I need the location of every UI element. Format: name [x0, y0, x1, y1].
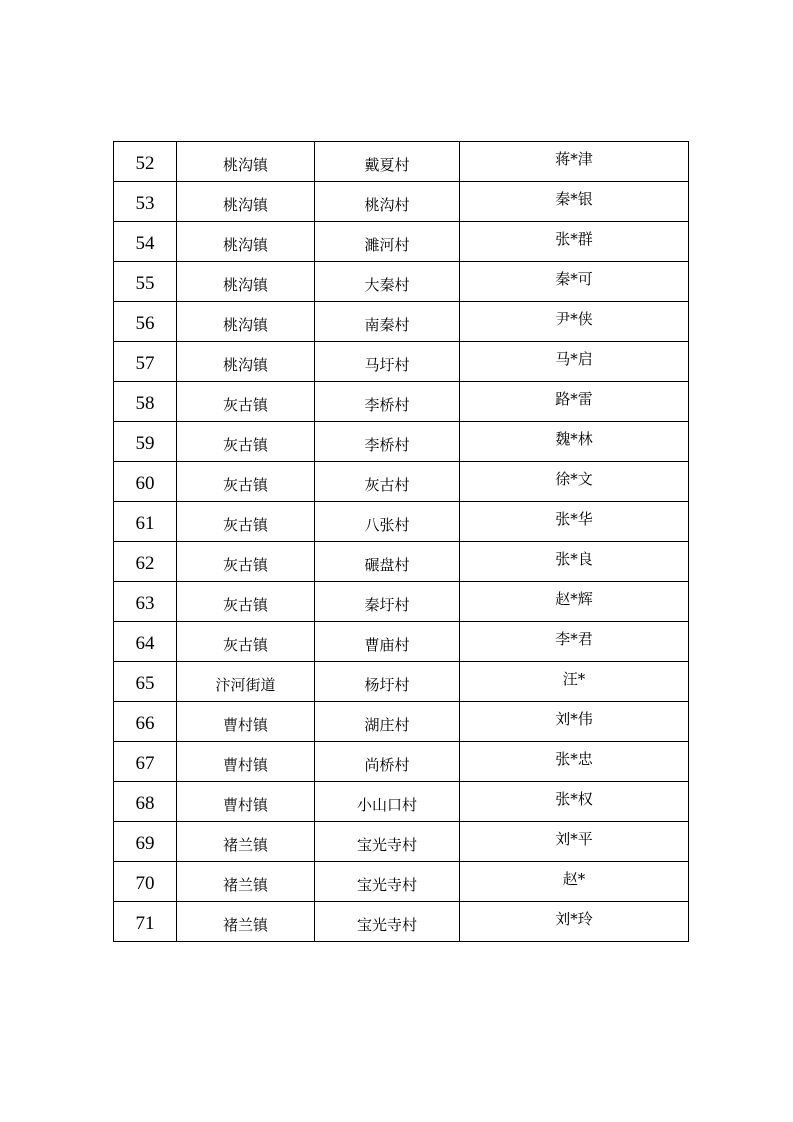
row-number: 67	[114, 742, 177, 782]
town-cell: 褚兰镇	[177, 822, 315, 862]
village-cell: 南秦村	[315, 302, 460, 342]
table-row	[114, 342, 689, 382]
town-cell: 桃沟镇	[177, 182, 315, 222]
row-number: 65	[114, 662, 177, 702]
table-row	[114, 422, 689, 462]
town-cell: 褚兰镇	[177, 862, 315, 902]
village-cell: 宝光寺村	[315, 822, 460, 862]
table-row	[114, 542, 689, 582]
row-number: 70	[114, 862, 177, 902]
village-cell: 李桥村	[315, 422, 460, 462]
village-cell: 戴夏村	[315, 142, 460, 182]
table-row	[114, 142, 689, 182]
row-number: 71	[114, 902, 177, 942]
person-name-cell: 李*君	[460, 622, 689, 662]
row-number: 60	[114, 462, 177, 502]
table-row	[114, 302, 689, 342]
village-cell: 濉河村	[315, 222, 460, 262]
row-number: 56	[114, 302, 177, 342]
town-cell: 褚兰镇	[177, 902, 315, 942]
town-cell: 灰古镇	[177, 382, 315, 422]
village-cell: 湖庄村	[315, 702, 460, 742]
person-name-cell: 赵*辉	[460, 582, 689, 622]
person-name-cell: 张*华	[460, 502, 689, 542]
table-row	[114, 862, 689, 902]
roster-table	[113, 141, 689, 942]
person-name-cell: 刘*伟	[460, 702, 689, 742]
town-cell: 灰古镇	[177, 502, 315, 542]
person-name-cell: 徐*文	[460, 462, 689, 502]
town-cell: 桃沟镇	[177, 222, 315, 262]
person-name-cell: 张*群	[460, 222, 689, 262]
village-cell: 碾盘村	[315, 542, 460, 582]
town-cell: 灰古镇	[177, 422, 315, 462]
village-cell: 宝光寺村	[315, 902, 460, 942]
village-cell: 小山口村	[315, 782, 460, 822]
person-name-cell: 尹*侠	[460, 302, 689, 342]
village-cell: 灰古村	[315, 462, 460, 502]
row-number: 61	[114, 502, 177, 542]
row-number: 52	[114, 142, 177, 182]
village-cell: 杨圩村	[315, 662, 460, 702]
table-row	[114, 182, 689, 222]
table-row	[114, 662, 689, 702]
table-row	[114, 462, 689, 502]
village-cell: 尚桥村	[315, 742, 460, 782]
table-row	[114, 222, 689, 262]
row-number: 64	[114, 622, 177, 662]
person-name-cell: 刘*玲	[460, 902, 689, 942]
person-name-cell: 秦*可	[460, 262, 689, 302]
row-number: 68	[114, 782, 177, 822]
village-cell: 桃沟村	[315, 182, 460, 222]
town-cell: 灰古镇	[177, 542, 315, 582]
person-name-cell: 刘*平	[460, 822, 689, 862]
table-row	[114, 782, 689, 822]
table-row	[114, 742, 689, 782]
town-cell: 曹村镇	[177, 702, 315, 742]
person-name-cell: 马*启	[460, 342, 689, 382]
village-cell: 马圩村	[315, 342, 460, 382]
village-cell: 秦圩村	[315, 582, 460, 622]
row-number: 54	[114, 222, 177, 262]
row-number: 63	[114, 582, 177, 622]
person-name-cell: 魏*林	[460, 422, 689, 462]
row-number: 59	[114, 422, 177, 462]
person-name-cell: 张*忠	[460, 742, 689, 782]
town-cell: 灰古镇	[177, 582, 315, 622]
row-number: 69	[114, 822, 177, 862]
village-cell: 大秦村	[315, 262, 460, 302]
town-cell: 桃沟镇	[177, 342, 315, 382]
person-name-cell: 赵*	[460, 862, 689, 902]
row-number: 62	[114, 542, 177, 582]
row-number: 55	[114, 262, 177, 302]
village-cell: 八张村	[315, 502, 460, 542]
person-name-cell: 蒋*津	[460, 142, 689, 182]
village-cell: 李桥村	[315, 382, 460, 422]
town-cell: 桃沟镇	[177, 302, 315, 342]
town-cell: 桃沟镇	[177, 142, 315, 182]
table-row	[114, 622, 689, 662]
village-cell: 曹庙村	[315, 622, 460, 662]
town-cell: 汴河街道	[177, 662, 315, 702]
table-row	[114, 502, 689, 542]
roster-table-body	[114, 142, 689, 942]
person-name-cell: 路*雷	[460, 382, 689, 422]
table-row	[114, 702, 689, 742]
town-cell: 曹村镇	[177, 782, 315, 822]
table-row	[114, 262, 689, 302]
row-number: 58	[114, 382, 177, 422]
person-name-cell: 张*良	[460, 542, 689, 582]
person-name-cell: 张*权	[460, 782, 689, 822]
table-row	[114, 902, 689, 942]
town-cell: 曹村镇	[177, 742, 315, 782]
person-name-cell: 秦*银	[460, 182, 689, 222]
town-cell: 灰古镇	[177, 462, 315, 502]
table-row	[114, 382, 689, 422]
person-name-cell: 汪*	[460, 662, 689, 702]
table-row	[114, 822, 689, 862]
row-number: 66	[114, 702, 177, 742]
village-cell: 宝光寺村	[315, 862, 460, 902]
row-number: 53	[114, 182, 177, 222]
town-cell: 桃沟镇	[177, 262, 315, 302]
table-row	[114, 582, 689, 622]
row-number: 57	[114, 342, 177, 382]
town-cell: 灰古镇	[177, 622, 315, 662]
